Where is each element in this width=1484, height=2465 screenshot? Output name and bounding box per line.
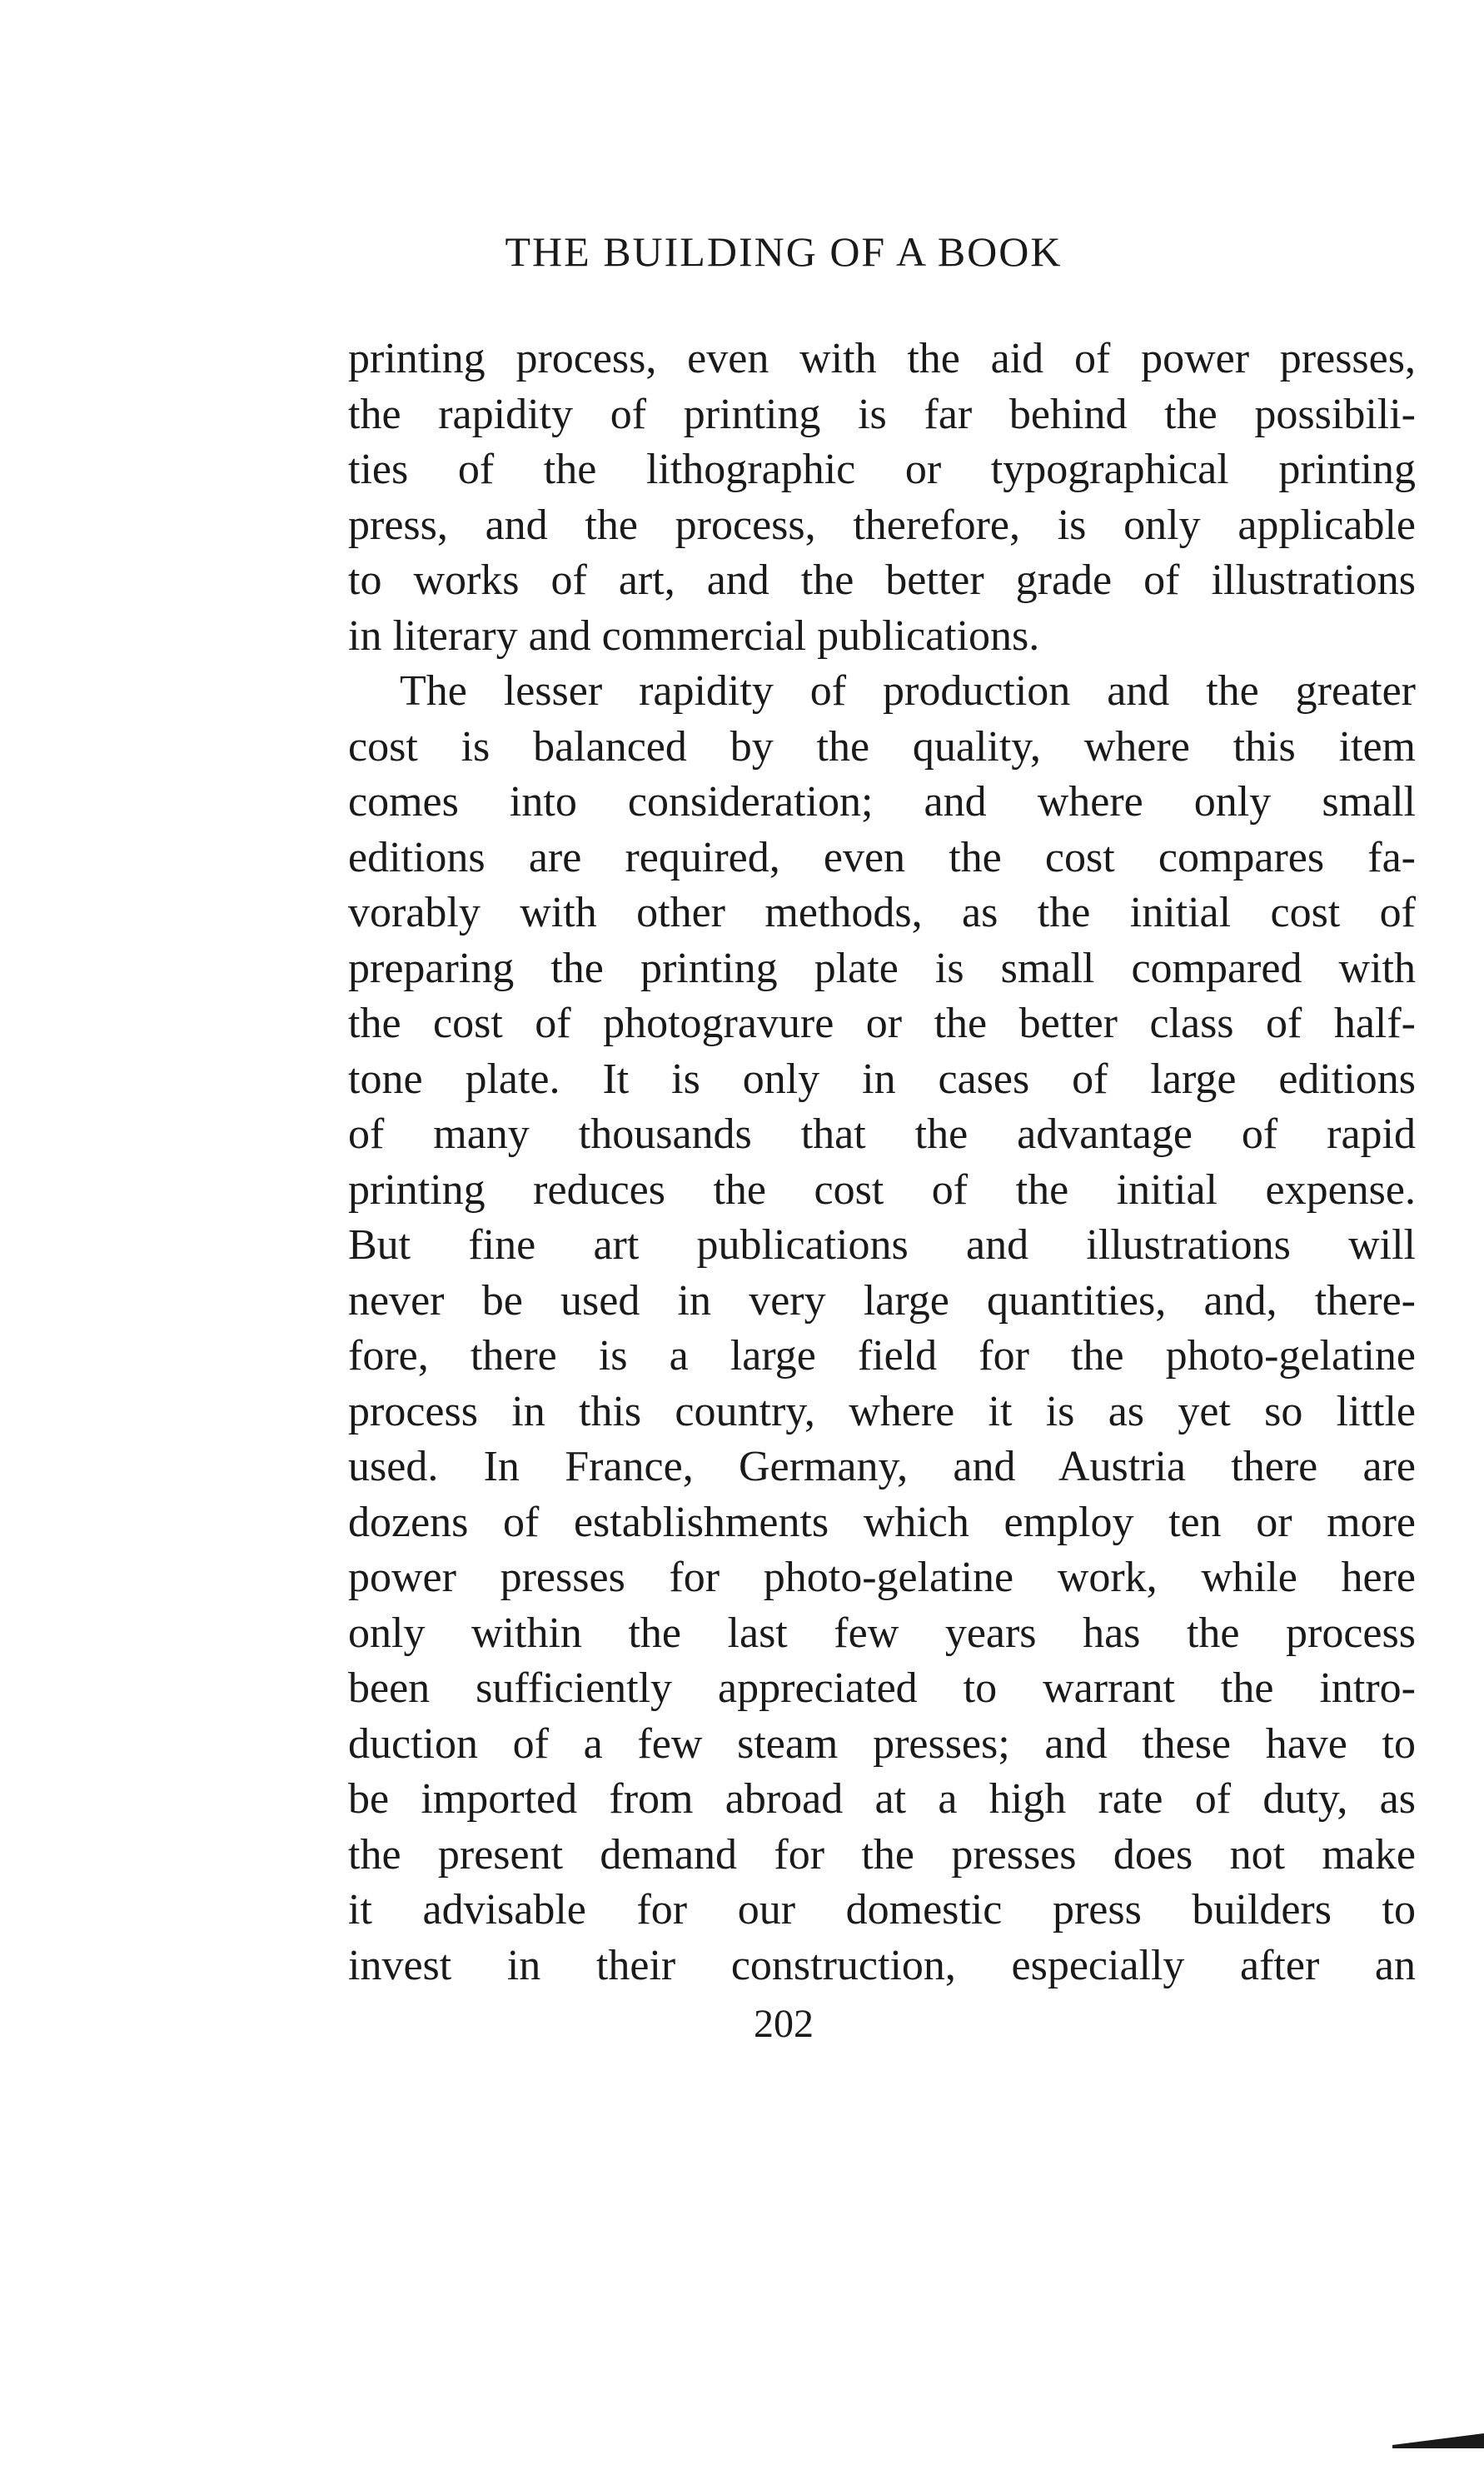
text-line: the present demand for the presses does not make (348, 1830, 1416, 1879)
text-line: to works of art, and the better grade of illustrations (348, 556, 1416, 604)
body-text (348, 332, 1416, 1993)
text-line: The lesser rapidity of production and the greater (400, 667, 1416, 715)
text-line: vorably with other methods, as the initial cost of (348, 889, 1416, 936)
text-line: cost is balanced by the quality, where this item (348, 722, 1416, 771)
running-head: THE BUILDING OF A BOOK (505, 228, 1063, 275)
text-line: it advisable for our domestic press builders to (348, 1886, 1416, 1934)
text-line: dozens of establishments which employ ten or more (348, 1498, 1416, 1546)
text-line: power presses for photo-gelatine work, while here (348, 1554, 1416, 1601)
text-line: But fine art publications and illustrations will (348, 1221, 1416, 1269)
text-line: fore, there is a large field for the photo-gelatine (348, 1332, 1416, 1380)
text-line: invest in their construction, especially after an (348, 1941, 1416, 1989)
page-number: 202 (754, 2002, 814, 2046)
text-line: been sufficiently appreciated to warrant the intro- (348, 1664, 1416, 1712)
text-line: in literary and commercial publications. (348, 611, 1040, 660)
text-line: tone plate. It is only in cases of large editions (348, 1055, 1416, 1103)
page-edge-shadow (1392, 2427, 1484, 2448)
text-line: only within the last few years has the process (348, 1609, 1416, 1657)
text-line: the cost of photogravure or the better class of half- (348, 1000, 1416, 1047)
text-line: the rapidity of printing is far behind the possibili- (348, 390, 1416, 438)
text-line: comes into consideration; and where only small (348, 778, 1416, 826)
text-line: duction of a few steam presses; and these have to (348, 1719, 1416, 1768)
text-line: printing process, even with the aid of power presses, (348, 335, 1416, 382)
text-line: editions are required, even the cost compares fa- (348, 833, 1416, 881)
text-line: be imported from abroad at a high rate of duty, as (348, 1775, 1416, 1823)
text-line: process in this country, where it is as yet so little (348, 1387, 1416, 1435)
text-line: never be used in very large quantities, and, there- (348, 1276, 1416, 1325)
text-line: preparing the printing plate is small compared with (348, 944, 1416, 992)
text-line: press, and the process, therefore, is only applicable (348, 501, 1416, 549)
text-line: ties of the lithographic or typographical printing (348, 446, 1416, 493)
text-line: used. In France, Germany, and Austria there are (348, 1443, 1416, 1490)
text-line: of many thousands that the advantage of rapid (348, 1110, 1416, 1158)
text-line: printing reduces the cost of the initial expense. (348, 1165, 1416, 1214)
